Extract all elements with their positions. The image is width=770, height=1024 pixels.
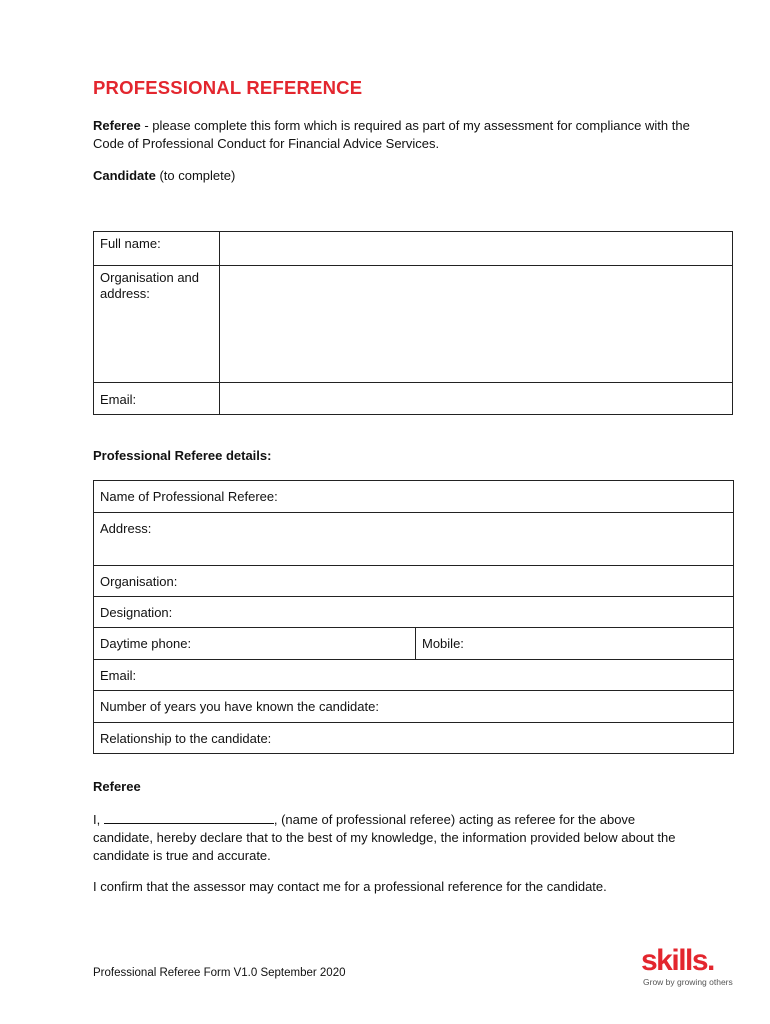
full-name-label: Full name: bbox=[94, 232, 220, 266]
declaration-prefix: I, bbox=[93, 812, 104, 827]
daytime-phone-field[interactable]: Daytime phone: bbox=[94, 628, 416, 660]
intro-paragraph bbox=[93, 117, 693, 153]
referee-name-field[interactable]: Name of Professional Referee: bbox=[94, 481, 734, 513]
referee-details-heading: Professional Referee details: bbox=[93, 448, 272, 463]
intro-bold: Referee bbox=[93, 118, 141, 133]
org-address-field[interactable] bbox=[220, 266, 733, 383]
footer-text: Professional Referee Form V1.0 September 2020 bbox=[93, 967, 346, 979]
candidate-label bbox=[93, 168, 235, 183]
skills-logo bbox=[641, 945, 741, 990]
referee-email-field[interactable]: Email: bbox=[94, 660, 734, 691]
intro-text: - please complete this form which is required as part of my assessment for compliance with the Code of Professional Conduct for Financial Advice Services. bbox=[93, 118, 690, 151]
years-known-field[interactable]: Number of years you have known the candidate: bbox=[94, 691, 734, 723]
referee-name-blank[interactable] bbox=[104, 811, 274, 824]
confirm-statement: I confirm that the assessor may contact me for a professional reference for the candidate. bbox=[93, 879, 607, 894]
referee-designation-field[interactable]: Designation: bbox=[94, 597, 734, 628]
candidate-note: (to complete) bbox=[155, 168, 236, 183]
mobile-field[interactable]: Mobile: bbox=[416, 628, 734, 660]
candidate-bold: Candidate bbox=[93, 168, 156, 183]
logo-tagline: Grow by growing others bbox=[643, 977, 733, 987]
referee-organisation-field[interactable]: Organisation: bbox=[94, 566, 734, 597]
candidate-email-field[interactable] bbox=[220, 383, 733, 415]
declaration-paragraph bbox=[93, 811, 693, 865]
referee-details-table bbox=[93, 480, 734, 754]
org-address-label: Organisation and address: bbox=[94, 266, 220, 383]
candidate-email-label: Email: bbox=[94, 383, 220, 415]
referee-heading: Referee bbox=[93, 779, 141, 794]
logo-wordmark: skills. bbox=[641, 944, 714, 977]
declaration-text: , (name of professional referee) acting as referee for the above candidate, hereby declare that to the best of my knowledge, the information provided below about the candidate is true and accurate. bbox=[93, 812, 676, 863]
full-name-field[interactable] bbox=[220, 232, 733, 266]
candidate-table bbox=[93, 231, 733, 415]
referee-address-field[interactable]: Address: bbox=[94, 513, 734, 566]
relationship-field[interactable]: Relationship to the candidate: bbox=[94, 723, 734, 754]
page-title: PROFESSIONAL REFERENCE bbox=[93, 77, 363, 98]
